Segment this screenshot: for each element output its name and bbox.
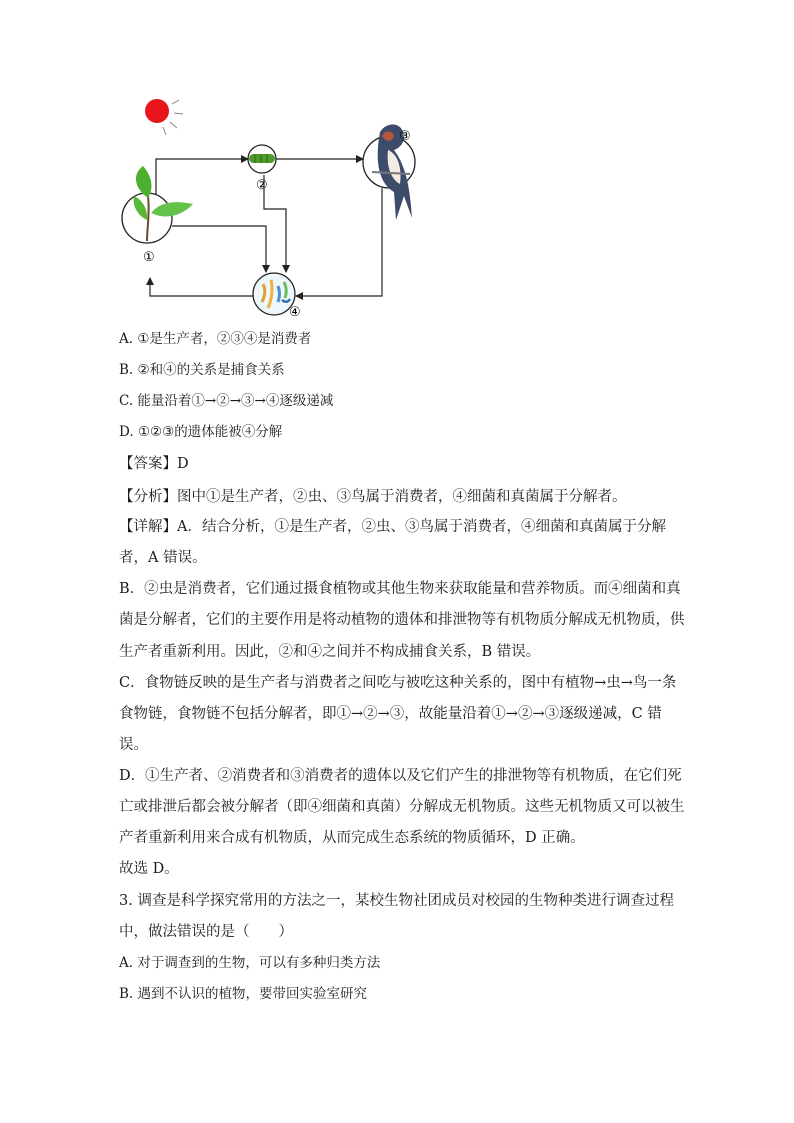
detail-line: 误。 <box>119 737 148 753</box>
answer: 【答案】D <box>119 456 189 472</box>
option-d: D. ①②③的遗体能被④分解 <box>119 424 283 440</box>
sun-icon <box>145 99 183 135</box>
option-c: C. 能量沿着①→②→③→④逐级递减 <box>119 393 334 409</box>
insect-label: ② <box>256 178 268 193</box>
detail-line: 食物链，食物链不包括分解者，即①→②→③，故能量沿着①→②→③逐级递减，C 错 <box>119 706 662 722</box>
option-b: B. ②和④的关系是捕食关系 <box>119 362 285 378</box>
detail-line: 亡或排泄后都会被分解者（即④细菌和真菌）分解成无机物质。这些无机物质又可以被生 <box>119 799 685 815</box>
insect-caterpillar-icon <box>248 145 276 173</box>
detail-line: 生产者重新利用。因此，②和④之间并不构成捕食关系，B 错误。 <box>119 644 541 660</box>
detail-line: 故选 D。 <box>119 861 179 877</box>
detail-line: C．食物链反映的是生产者与消费者之间吃与被吃这种关系的，图中有植物→虫→鸟一条 <box>119 675 677 691</box>
analysis: 【分析】图中①是生产者，②虫、③鸟属于消费者，④细菌和真菌属于分解者。 <box>119 489 627 505</box>
question3-option-a: A. 对于调查到的生物，可以有多种归类方法 <box>119 955 381 971</box>
decomposer-label: ④ <box>289 305 301 320</box>
option-a: A. ①是生产者，②③④是消费者 <box>119 331 312 347</box>
detail-line: D．①生产者、②消费者和③消费者的遗体以及它们产生的排泄物等有机物质，在它们死 <box>119 768 682 784</box>
detail-line: B．②虫是消费者，它们通过摄食植物或其他生物来获取能量和营养物质。而④细菌和真 <box>119 581 681 597</box>
question3-option-b: B. 遇到不认识的植物，要带回实验室研究 <box>119 986 368 1002</box>
detail-line: 者，A 错误。 <box>119 550 207 566</box>
detail-line: 【详解】A．结合分析，①是生产者，②虫、③鸟属于消费者，④细菌和真菌属于分解 <box>119 519 666 535</box>
question3-stem: 中，做法错误的是（ ） <box>119 924 293 940</box>
detail-line: 产者重新利用来合成有机物质，从而完成生态系统的物质循环，D 正确。 <box>119 830 585 846</box>
producer-plant-icon <box>122 166 193 243</box>
bird-label: ③ <box>399 129 411 144</box>
producer-label: ① <box>143 250 155 265</box>
question3-stem: 3. 调查是科学探究常用的方法之一，某校生物社团成员对校园的生物种类进行调查过程 <box>119 893 674 909</box>
food-web-diagram <box>110 88 440 320</box>
detail-line: 菌是分解者，它们的主要作用是将动植物的遗体和排泄物等有机物质分解成无机物质，供 <box>119 612 685 628</box>
